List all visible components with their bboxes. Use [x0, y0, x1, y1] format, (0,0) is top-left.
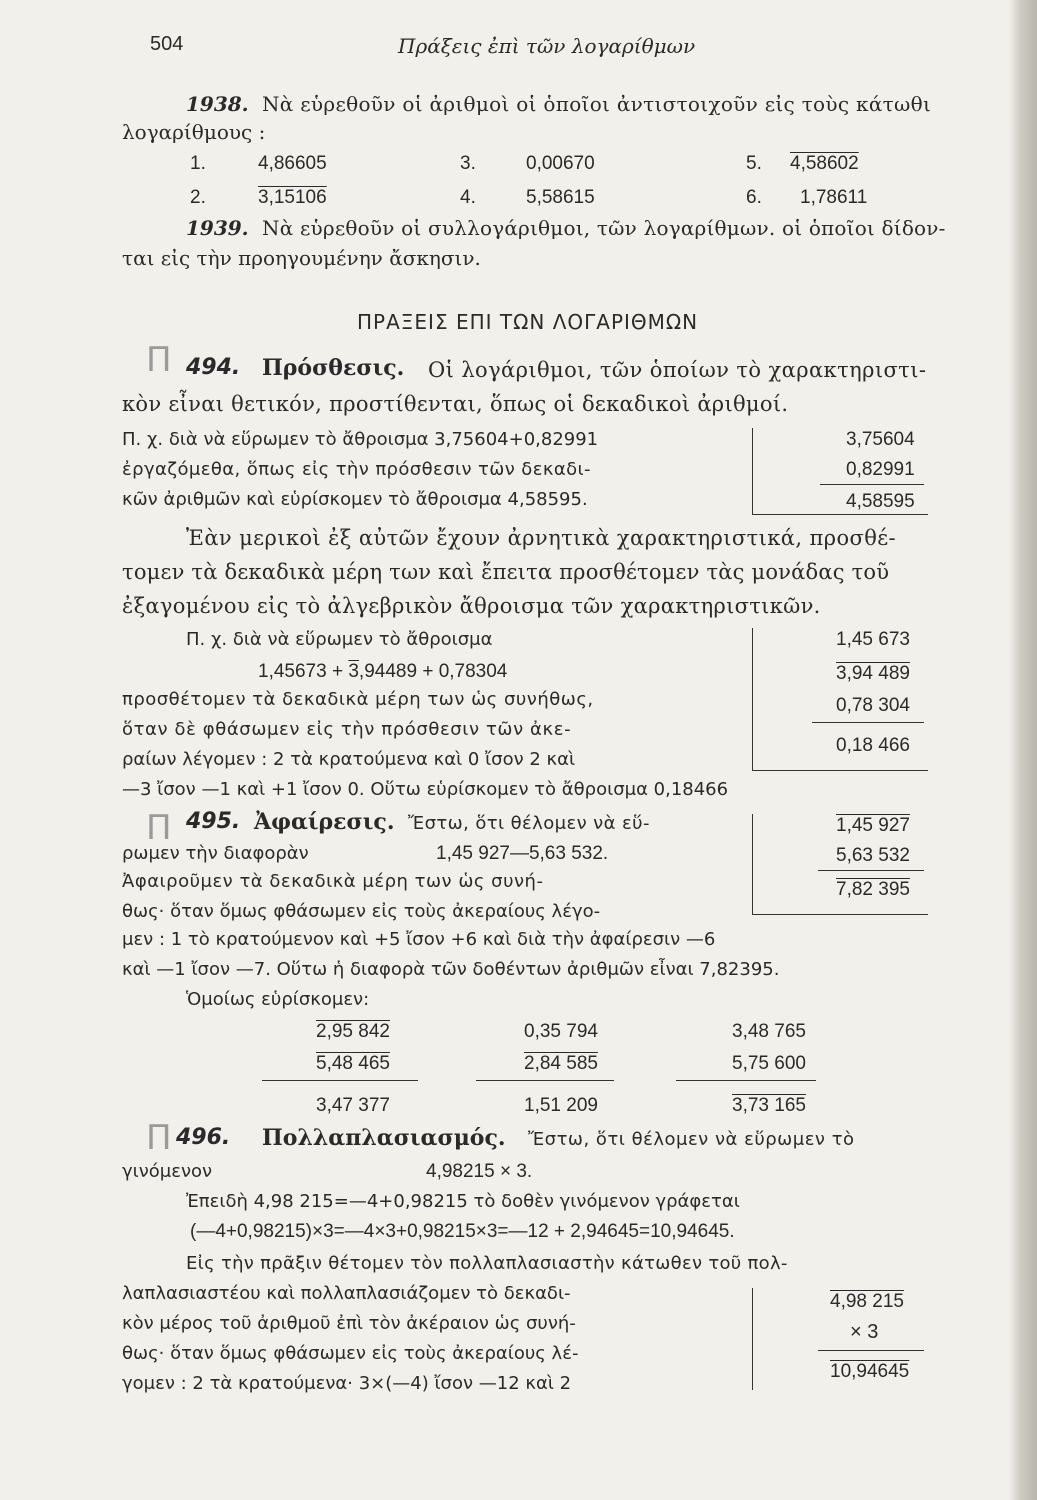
section-495-number: 495.: [186, 809, 241, 834]
example-line: Π. χ. διὰ νὰ εὕρωμεν τὸ ἄθροισμα 3,75604+0,82991: [122, 429, 599, 450]
paragraph-line: ρωμεν τὴν διαφορὰν: [122, 843, 309, 864]
section-494-number: 494.: [186, 355, 241, 380]
paragraph-line: λαπλασιαστέου καὶ πολλαπλασιάζομεν τὸ δεκαδι-: [122, 1283, 571, 1304]
table-cell: 2,95 842: [316, 1021, 390, 1042]
exercise-1938-text: Νὰ εὑρεθοῦν οἱ ἀριθμοὶ οἱ ὁποῖοι ἀντιστοιχοῦν εἰς τοὺς κάτωθι: [262, 92, 932, 116]
table-cell: 0,35 794: [524, 1021, 598, 1042]
calc-result: 0,18 466: [836, 735, 910, 756]
box-bottom-line: [752, 770, 928, 771]
section-496-title: Πολλαπλασιασμός.: [262, 1125, 506, 1151]
exercise-1939-label: 1939.: [186, 216, 249, 240]
product-line: [818, 1350, 924, 1351]
paragraph-line: Ἐπειδὴ 4,98 215=—4+0,98215 τὸ δοθὲν γινόμενον γράφεται: [186, 1191, 740, 1212]
box-bottom-line: [752, 514, 928, 515]
example-line: κῶν ἀριθμῶν καὶ εὑρίσκομεν τὸ ἄθροισμα 4,58595.: [122, 489, 588, 510]
similarly-label: Ὁμοίως εὑρίσκομεν:: [186, 989, 370, 1010]
product-expression: 4,98215 × 3.: [426, 1161, 533, 1182]
table-cell: 3,47 377: [316, 1095, 390, 1116]
exercise-1939-text: Νὰ εὑρεθοῦν οἱ συλλογάριθμοι, τῶν λογαρίθμων. οἱ ὁποῖοι δίδον-: [262, 216, 946, 240]
paragraph-line: Εἰς τὴν πρᾶξιν θέτομεν τὸν πολλαπλασιαστὴν κάτωθεν τοῦ πολ-: [186, 1253, 788, 1274]
calc-box-rule: [752, 628, 753, 770]
section-494-intro: Οἱ λογάριθμοι, τῶν ὁποίων τὸ χαρακτηριστι-: [428, 358, 927, 382]
calc-box-rule: [752, 428, 753, 514]
list-item-value: 4,86605: [258, 153, 327, 174]
calc-result: 7,82 395: [836, 879, 910, 900]
list-item-number: 4.: [460, 187, 476, 208]
paragraph-line: ἐξαγομένου εἰς τὸ ἀλγεβρικὸν ἄθροισμα τῶν χαρακτηριστικῶν.: [122, 594, 821, 618]
paragraph-line: τομεν τὰ δεκαδικὰ μέρη των καὶ ἔπειτα προσθέτομεν τὰς μονάδας τοῦ: [122, 560, 890, 584]
table-cell: 5,75 600: [732, 1053, 806, 1074]
list-item-number: 3.: [460, 153, 476, 174]
paragraph-line: κὸν μέρος τοῦ ἀριθμοῦ ἐπὶ τὸν ἀκέραιον ὡς συνή-: [122, 1313, 576, 1334]
section-494-intro-cont: κὸν εἶναι θετικόν, προστίθενται, ὅπως οἱ δεκαδικοὶ ἀριθμοί.: [122, 392, 789, 416]
margin-mark: Π: [146, 340, 172, 380]
table-cell: 2,84 585: [524, 1053, 598, 1074]
box-bottom-line: [752, 914, 928, 915]
list-item-value: 1,78611: [800, 187, 868, 208]
paragraph-line: μεν : 1 τὸ κρατούμενον καὶ +5 ἴσον +6 καὶ διὰ τὴν ἀφαίρεσιν —6: [122, 929, 716, 950]
table-rule: [262, 1080, 418, 1081]
difference-expression: 1,45 927—5,63 532.: [436, 843, 609, 864]
example-line: —3 ἴσον —1 καὶ +1 ἴσον 0. Οὕτω εὑρίσκομεν τὸ ἄθροισμα 0,18466: [122, 779, 729, 800]
list-item-value: 3,15106: [258, 187, 327, 208]
paragraph-line: καὶ —1 ἴσον —7. Οὕτω ἡ διαφορὰ τῶν δοθέντων ἀριθμῶν εἶναι 7,82395.: [122, 959, 780, 980]
calc-value: 1,45 673: [836, 629, 910, 650]
table-rule: [476, 1080, 614, 1081]
running-title: Πράξεις ἐπὶ τῶν λογαρίθμων: [398, 34, 696, 58]
exercise-1939-text-cont: ται εἰς τὴν προηγουμένην ἄσκησιν.: [122, 246, 481, 270]
list-item-number: 2.: [190, 187, 206, 208]
paragraph-line: γινόμενον: [122, 1161, 213, 1182]
example-line: προσθέτομεν τὰ δεκαδικὰ μέρη των ὡς συνήθως,: [122, 689, 594, 710]
section-495-title: Ἀφαίρεσις.: [254, 809, 395, 835]
section-494-title: Πρόσθεσις.: [262, 355, 405, 381]
paragraph-line: (—4+0,98215)×3=—4×3+0,98215×3=—12 + 2,94645=10,94645.: [190, 1221, 735, 1242]
list-item-number: 6.: [746, 187, 762, 208]
paragraph-line: θως· ὅταν ὅμως φθάσωμεν εἰς τοὺς ἀκεραίους λέγο-: [122, 901, 601, 922]
margin-mark: Π: [146, 1118, 172, 1158]
example-line: ἐργαζόμεθα, ὅπως εἰς τὴν πρόσθεσιν τῶν δεκαδι-: [122, 459, 591, 480]
example-line: ραίων λέγομεν : 2 τὰ κρατούμενα καὶ 0 ἴσον 2 καὶ: [122, 749, 576, 770]
paragraph-line: θως· ὅταν ὅμως φθάσωμεν εἰς τοὺς ἀκεραίους λέ-: [122, 1343, 579, 1364]
list-item-value: 5,58615: [526, 187, 595, 208]
exercise-1938-text-cont: λογαρίθμους :: [122, 120, 266, 144]
list-item-number: 5.: [746, 153, 762, 174]
table-cell: 5,48 465: [316, 1053, 390, 1074]
section-heading: ΠΡΑΞΕΙΣ ΕΠΙ ΤΩΝ ΛΟΓΑΡΙΘΜΩΝ: [357, 310, 699, 334]
sum-line: [820, 484, 924, 485]
calc-result: 4,58595: [846, 491, 915, 512]
calc-value: 0,78 304: [836, 695, 910, 716]
calc-value: × 3: [850, 1321, 879, 1343]
example-expression: 1,45673 + 3,94489 + 0,78304: [258, 661, 508, 682]
example-line: Π. χ. διὰ νὰ εὕρωμεν τὸ ἄθροισμα: [186, 629, 493, 650]
list-item-value: 0,00670: [526, 153, 595, 174]
calc-value: 1,45 927: [836, 815, 910, 836]
paragraph-line: Ἔστω, ὅτι θέλομεν νὰ εὕρωμεν τὸ: [528, 1129, 855, 1150]
calc-box-rule: [752, 1288, 753, 1390]
sum-line: [812, 722, 924, 723]
page-number: 504: [150, 33, 184, 55]
paragraph-line: Ἔστω, ὅτι θέλομεν νὰ εὕ-: [408, 813, 650, 834]
calc-value-negative: 3,94 489: [836, 663, 910, 684]
margin-mark: Π: [146, 808, 172, 848]
page-edge-shadow: [1009, 0, 1037, 1500]
table-rule: [676, 1080, 816, 1081]
table-cell: 3,73 165: [732, 1095, 806, 1116]
calc-box-rule: [752, 814, 753, 914]
list-item-value: 4,58602: [790, 153, 859, 174]
calc-result: 10,94645: [830, 1361, 910, 1382]
table-cell: 3,48 765: [732, 1021, 806, 1042]
difference-line: [818, 870, 924, 871]
paragraph-line: γομεν : 2 τὰ κρατούμενα· 3×(—4) ἴσον —12 καὶ 2: [122, 1373, 572, 1394]
paragraph-line: Ἐὰν μερικοὶ ἐξ αὐτῶν ἔχουν ἀρνητικὰ χαρακτηριστικά, προσθέ-: [186, 526, 897, 550]
calc-value: 4,98 215: [830, 1291, 904, 1312]
calc-value: 0,82991: [846, 459, 915, 480]
section-496-number: 496.: [176, 1125, 231, 1150]
calc-value: 3,75604: [846, 429, 915, 450]
exercise-1938-label: 1938.: [186, 92, 249, 116]
calc-value: 5,63 532: [836, 845, 910, 866]
paragraph-line: Ἀφαιροῦμεν τὰ δεκαδικὰ μέρη των ὡς συνή-: [122, 871, 544, 892]
example-line: ὅταν δὲ φθάσωμεν εἰς τὴν πρόσθεσιν τῶν ἀκε-: [122, 719, 572, 740]
table-cell: 1,51 209: [524, 1095, 598, 1116]
list-item-number: 1.: [190, 153, 206, 174]
